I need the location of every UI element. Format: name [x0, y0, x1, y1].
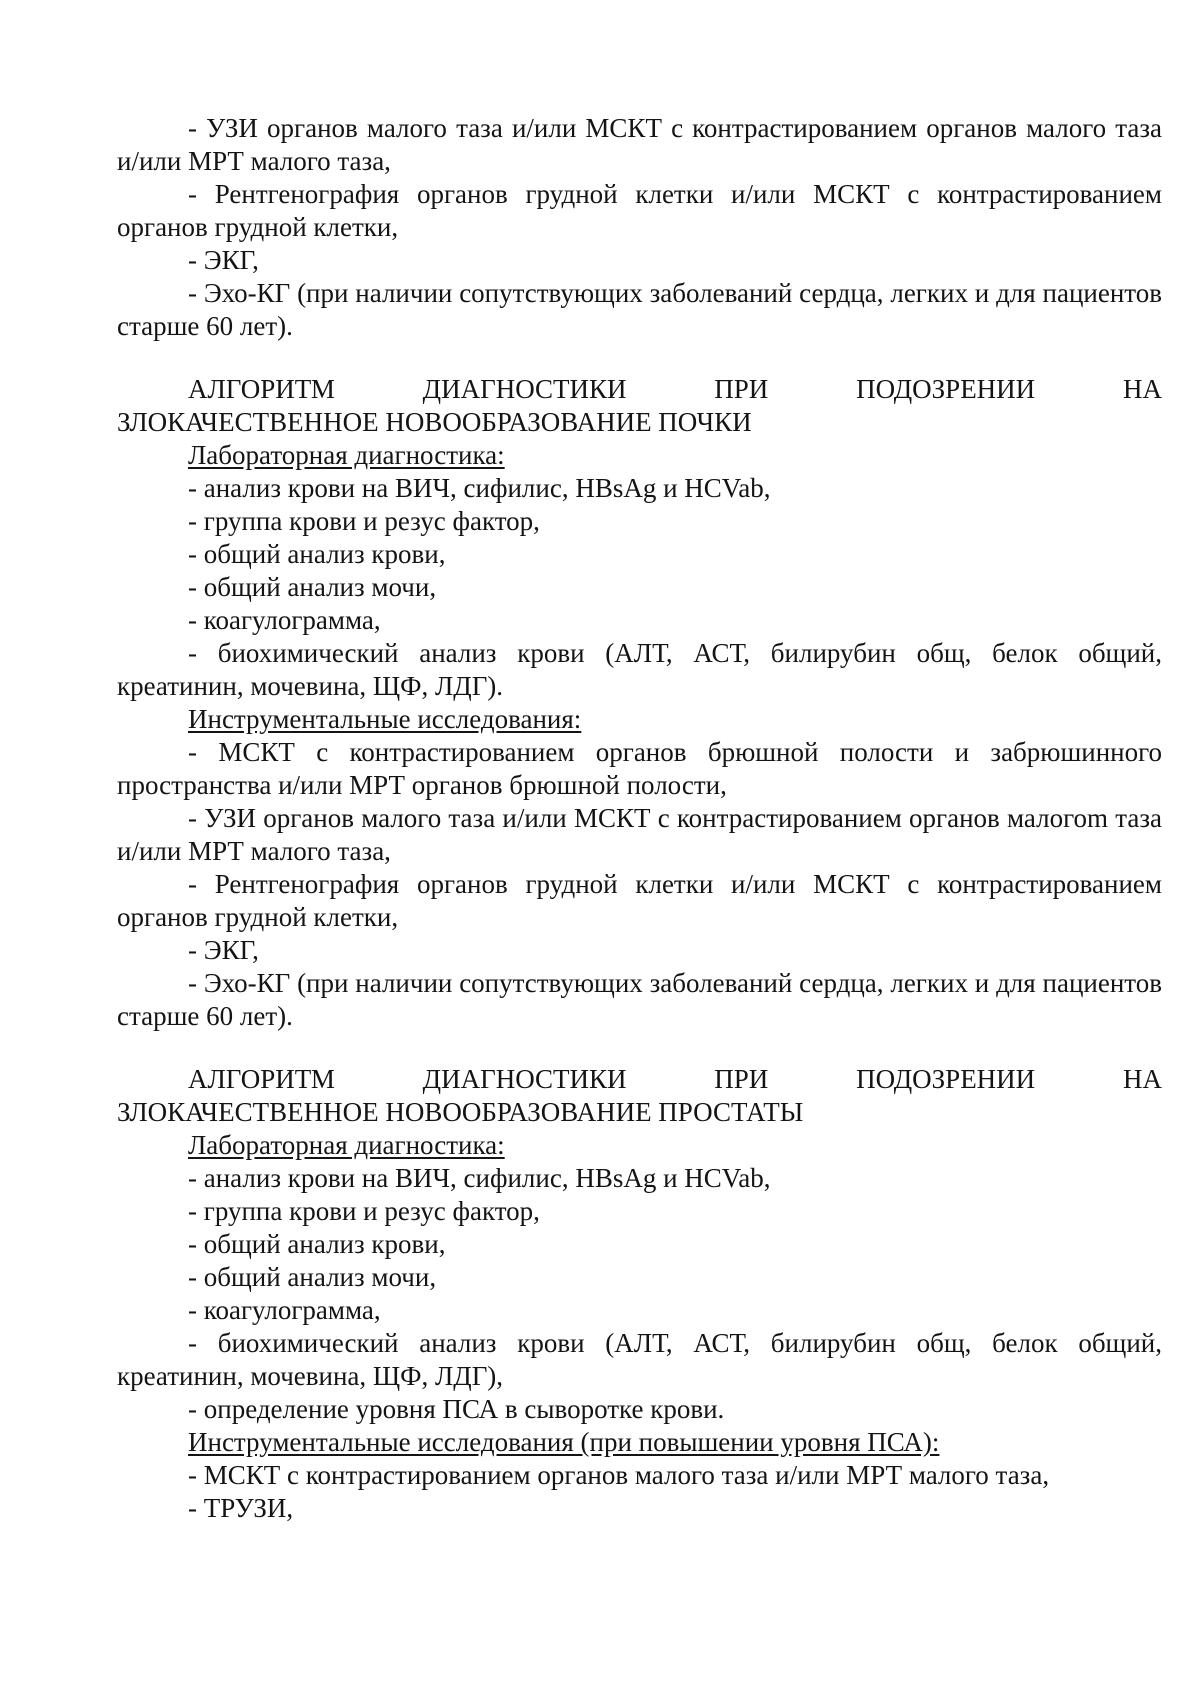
kidney-heading-line-1 — [117, 373, 1162, 406]
kidney-instr-title-text: Инструментальные исследования: — [188, 704, 582, 734]
prostate-lab-title — [117, 1129, 1162, 1162]
kidney-instr-item: - МСКТ с контрастированием органов брюшной полости и забрюшинного пространства и/или МРТ органов брюшной полости, — [117, 737, 1162, 800]
kidney-section-heading — [117, 373, 1162, 439]
kidney-lab-biochem: - биохимический анализ крови (АЛТ, АСТ, билирубин общ, белок общий, креатинин, мочевина, ЩФ, ЛДГ). — [117, 638, 1162, 701]
prostate-lab-biochem: - биохимический анализ крови (АЛТ, АСТ, билирубин общ, белок общий, креатинин, мочевина, ЩФ, ЛДГ), — [117, 1328, 1162, 1391]
kidney-instr-item: - Эхо-КГ (при наличии сопутствующих заболеваний сердца, легких и для пациентов старше 60 лет). — [117, 968, 1162, 1031]
kidney-instr-item: - ЭКГ, — [188, 935, 259, 965]
prostate-section-heading — [117, 1063, 1162, 1129]
prostate-heading-line-2: ЗЛОКАЧЕСТВЕННОЕ НОВООБРАЗОВАНИЕ ПРОСТАТЫ — [117, 1097, 804, 1127]
heading-word: ПРИ — [714, 374, 769, 404]
kidney-lab-item: - коагулограмма, — [188, 605, 381, 635]
prostate-lab-item: - коагулограмма, — [188, 1295, 381, 1325]
heading-word: ПОДОЗРЕНИИ — [856, 374, 1036, 404]
heading-word: ДИАГНОСТИКИ — [422, 374, 627, 404]
heading-word: АЛГОРИТМ — [188, 1064, 335, 1094]
prostate-lab-psa: - определение уровня ПСА в сыворотке крови. — [188, 1394, 725, 1424]
prostate-instr-title-text: Инструментальные исследования (при повышении уровня ПСА): — [188, 1427, 940, 1457]
kidney-lab-item: - группа крови и резус фактор, — [188, 506, 540, 536]
intro-paragraph-1: - УЗИ органов малого таза и/или МСКТ с контрастированием органов малого таза и/или МРТ малого таза, — [117, 113, 1162, 176]
prostate-lab-item: - общий анализ мочи, — [188, 1262, 437, 1292]
intro-paragraph-3: - ЭКГ, — [188, 245, 259, 275]
intro-paragraph-2: - Рентгенография органов грудной клетки и/или МСКТ с контрастированием органов грудной клетки, — [117, 179, 1162, 242]
prostate-lab-item: - анализ крови на ВИЧ, сифилис, HBsAg и HCVab, — [188, 1163, 771, 1193]
prostate-lab-item: - общий анализ крови, — [188, 1229, 446, 1259]
prostate-instr-item: - ТРУЗИ, — [188, 1493, 294, 1523]
heading-word: ПОДОЗРЕНИИ — [856, 1064, 1036, 1094]
kidney-instr-title — [117, 703, 1162, 736]
prostate-lab-item: - группа крови и резус фактор, — [188, 1196, 540, 1226]
intro-paragraph-4: - Эхо-КГ (при наличии сопутствующих заболеваний сердца, легких и для пациентов старше 60 лет). — [117, 278, 1162, 341]
kidney-instr-item: - Рентгенография органов грудной клетки и/или МСКТ с контрастированием органов грудной клетки, — [117, 869, 1162, 932]
prostate-lab-title-text: Лабораторная диагностика: — [188, 1130, 505, 1160]
heading-word: НА — [1122, 374, 1162, 404]
prostate-heading-line-1 — [117, 1063, 1162, 1096]
prostate-instr-title — [117, 1426, 1162, 1459]
kidney-lab-item: - общий анализ крови, — [188, 539, 446, 569]
heading-word: ПРИ — [714, 1064, 769, 1094]
document-page — [117, 112, 1162, 1525]
kidney-lab-item: - анализ крови на ВИЧ, сифилис, HBsAg и HCVab, — [188, 473, 771, 503]
heading-word: АЛГОРИТМ — [188, 374, 335, 404]
heading-word: НА — [1122, 1064, 1162, 1094]
kidney-heading-line-2: ЗЛОКАЧЕСТВЕННОЕ НОВООБРАЗОВАНИЕ ПОЧКИ — [117, 407, 752, 437]
section-gap — [117, 1033, 1162, 1063]
kidney-lab-item: - общий анализ мочи, — [188, 572, 437, 602]
kidney-lab-title-text: Лабораторная диагностика: — [188, 440, 505, 470]
heading-word: ДИАГНОСТИКИ — [422, 1064, 627, 1094]
kidney-instr-item: - УЗИ органов малого таза и/или МСКТ с контрастированием органов малогоm таза и/или МРТ малого таза, — [117, 803, 1162, 866]
prostate-instr-item: - МСКТ с контрастированием органов малого таза и/или МРТ малого таза, — [188, 1460, 1050, 1490]
kidney-lab-title — [117, 439, 1162, 472]
section-gap — [117, 343, 1162, 373]
